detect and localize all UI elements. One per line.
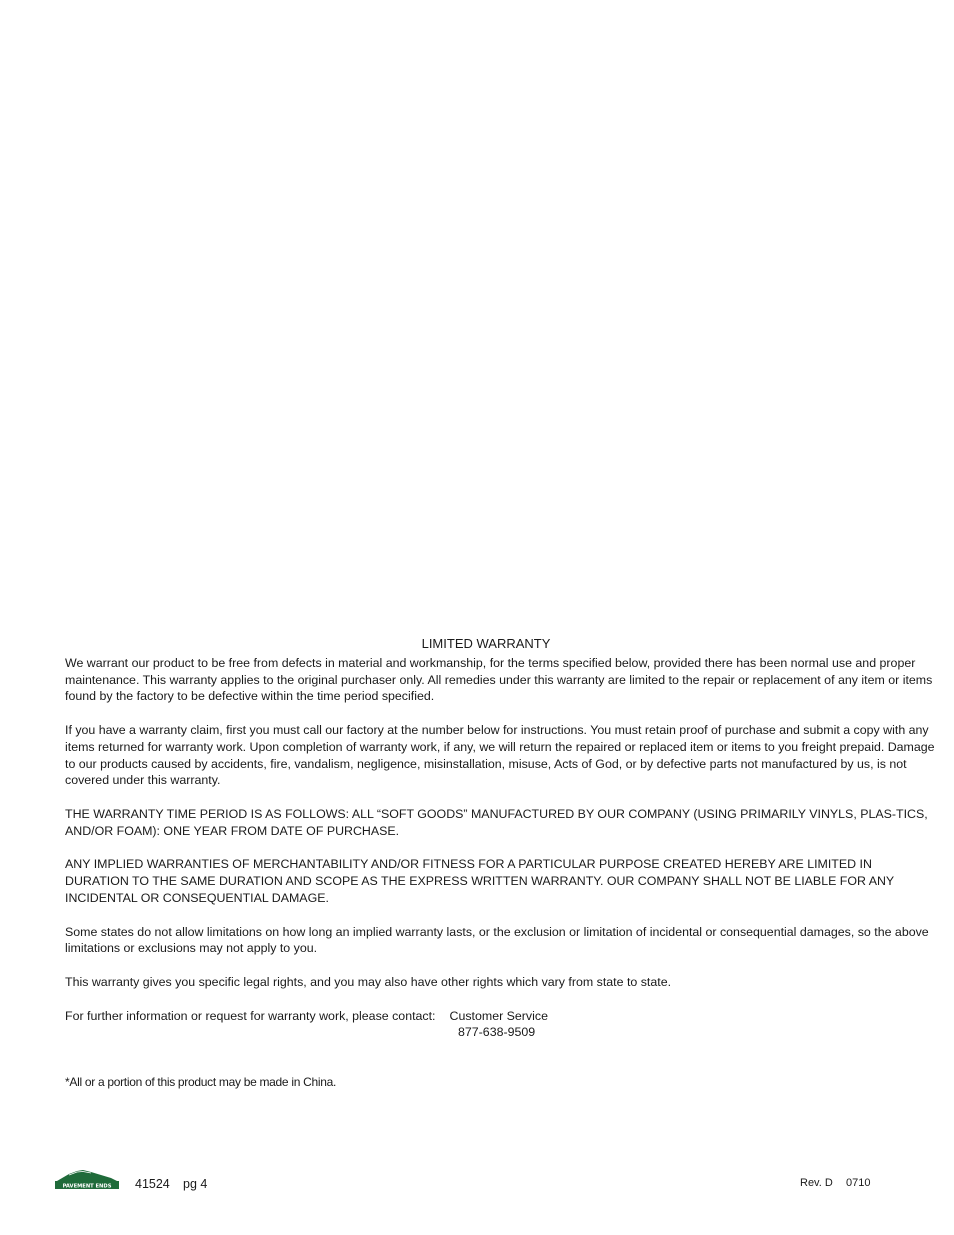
footer-date-code: 0710 [846, 1177, 871, 1189]
footer-page-number: pg 4 [183, 1177, 208, 1191]
warranty-paragraph-implied: ANY IMPLIED WARRANTIES OF MERCHANTABILITY AND/OR FITNESS FOR A PARTICULAR PURPOSE CREATED HEREBY ARE LIMITED IN DURATION TO THE SAME DURATION AND SCOPE AS THE EXPRESS WRITTEN WARRANTY. OUR COMPANY SHALL NOT BE LIABLE FOR ANY INCIDENTAL OR CONSEQUENTIAL DAMAGE. [65, 857, 894, 905]
warranty-paragraph-claims: If you have a warranty claim, first you must call our factory at the number below for instructions. You must retain proof of purchase and submit a copy with any items returned for warranty work. Upon completion of warranty work, if any, we will return the repaired or replaced item or items to you freight prepaid. Damage to our products caused by accidents, fire, vandalism, negligence, misinstallation, misuse, Acts of God, or by defective parts not manufactured by us, is not covered under this warranty. [65, 722, 935, 788]
logo-mountain-shape [57, 1170, 117, 1181]
warranty-title: LIMITED WARRANTY [421, 636, 551, 651]
warranty-paragraph-legal-rights: This warranty gives you specific legal rights, and you may also have other rights which vary from state to state. [65, 974, 672, 989]
origin-note: *All or a portion of this product may be made in China. [65, 1075, 336, 1089]
contact-phone: 877-638-9509 [458, 1025, 536, 1040]
contact-line [65, 1008, 937, 1025]
contact-name: Customer Service [449, 1008, 548, 1023]
warranty-paragraph-state-limits: Some states do not allow limitations on how long an implied warranty lasts, or the exclusion or limitation of incidental or consequential damages, so the above limitations or exclusions may not apply to you. [65, 924, 929, 956]
footer-revision: Rev. D [800, 1177, 833, 1189]
warranty-section [65, 636, 937, 1041]
warranty-paragraph-time-period: THE WARRANTY TIME PERIOD IS AS FOLLOWS: ALL “SOFT GOODS” MANUFACTURED BY OUR COMPANY (USING PRIMARILY VINYLS, PLAS-TICS, AND/OR FOAM): ONE YEAR FROM DATE OF PURCHASE. [65, 806, 928, 838]
pavement-ends-logo [55, 1168, 119, 1190]
logo-text: PAVEMENT ENDS [62, 1183, 112, 1190]
footer-doc-number: 41524 [135, 1177, 170, 1191]
contact-label: For further information or request for warranty work, please contact: [65, 1008, 436, 1023]
warranty-paragraph-coverage: We warrant our product to be free from defects in material and workmanship, for the terms specified below, provided there has been normal use and proper maintenance. This warranty applies to the original purchaser only. All remedies under this warranty are limited to the repair or replacement of any item or items found by the factory to be defective within the time period specified. [65, 655, 933, 704]
